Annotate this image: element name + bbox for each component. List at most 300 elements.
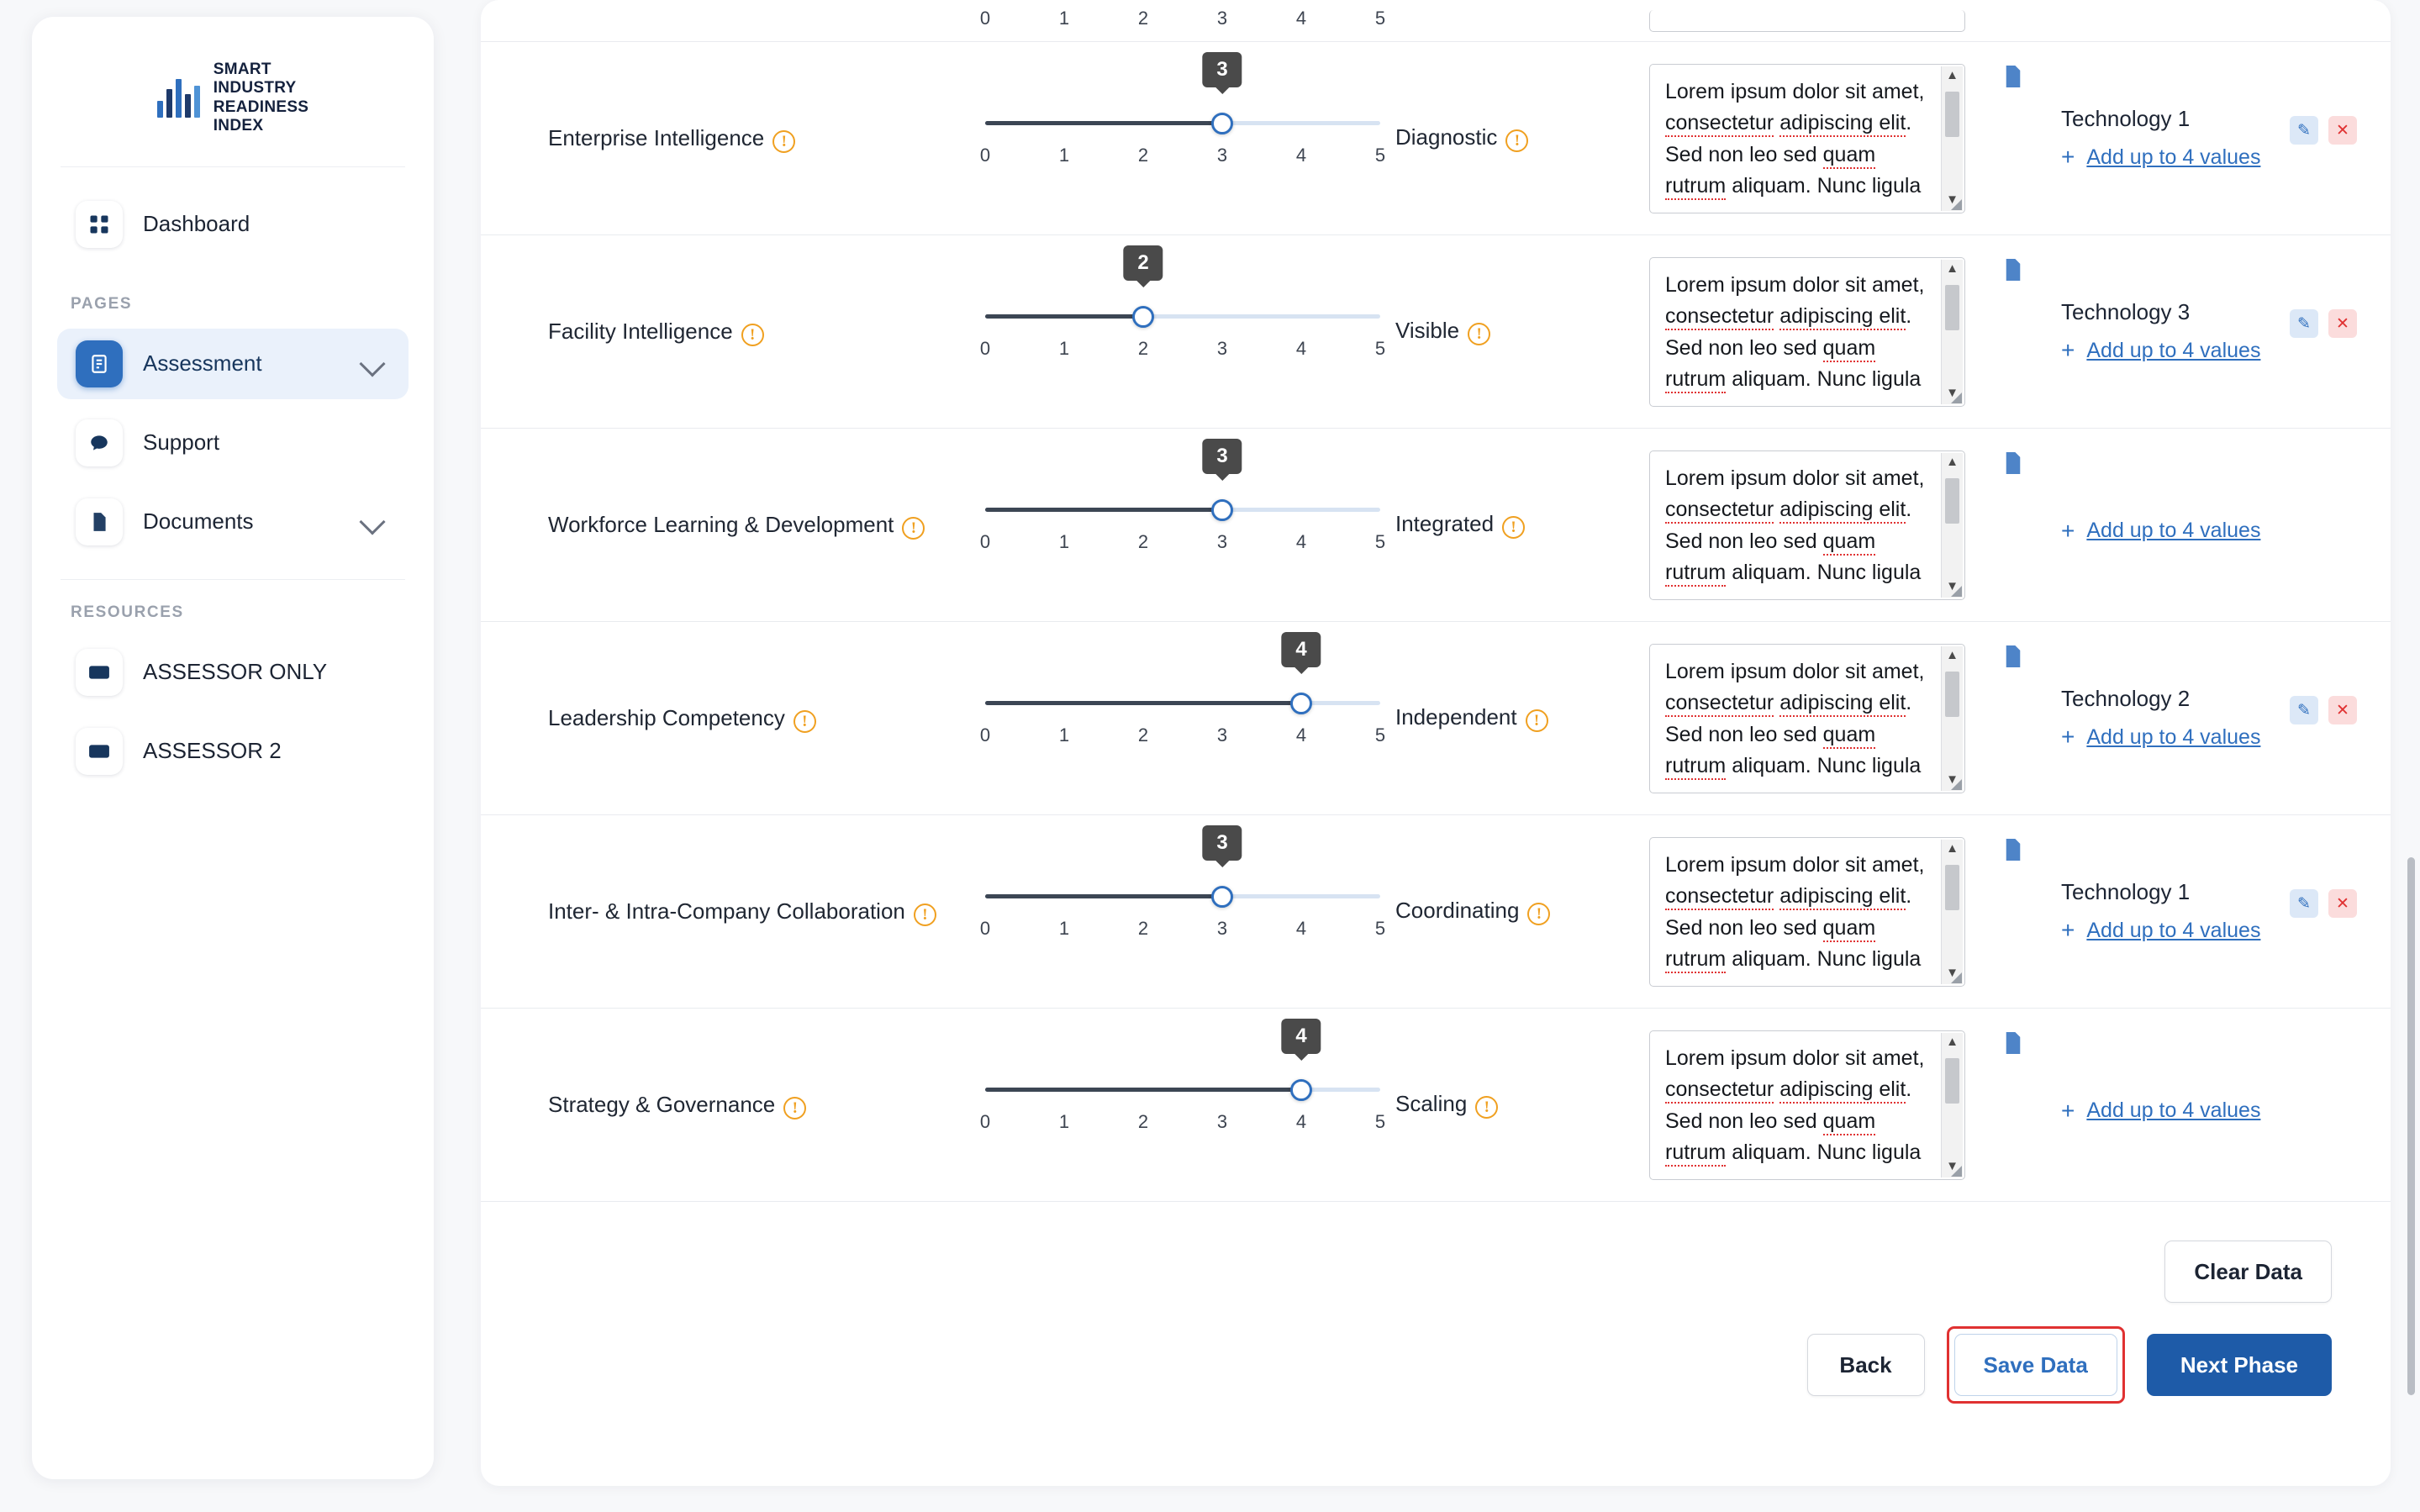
note-line-2b: consectetur [1665, 111, 1774, 137]
tick-0: 0 [979, 337, 991, 359]
slider-ticks-partial [979, 7, 1386, 36]
resources-section-label: RESOURCES [71, 603, 184, 621]
scroll-up-icon[interactable]: ▲ [1946, 455, 1959, 470]
save-data-highlight [1947, 1326, 2125, 1404]
note-line-4d: rutrum [1665, 754, 1726, 780]
technology-cell [2002, 1086, 2357, 1125]
tick-3: 3 [1216, 7, 1228, 29]
tick-0: 0 [979, 7, 991, 29]
sidebar-item-documents[interactable] [57, 487, 409, 557]
add-values-control[interactable] [2061, 518, 2357, 545]
technology-label: Technology 2 [2061, 686, 2191, 711]
scroll-thumb[interactable] [1945, 672, 1959, 717]
tick-0: 0 [979, 144, 991, 166]
nav-dashboard-group [32, 189, 434, 260]
slider[interactable] [985, 298, 1380, 336]
chevron-down-icon-documents[interactable] [359, 508, 385, 535]
scroll-up-icon[interactable]: ▲ [1946, 68, 1959, 83]
dimension-cell [514, 703, 985, 733]
delete-icon[interactable]: ✕ [2328, 696, 2357, 724]
dimension-label: Enterprise Intelligence [548, 124, 765, 150]
slider-ticks [979, 144, 1386, 173]
slider-knob[interactable] [1211, 113, 1233, 134]
note-line-4b: quam [1823, 1109, 1876, 1135]
warning-icon[interactable]: ! [902, 517, 925, 540]
tick-1: 1 [1058, 144, 1070, 166]
note-line-2a: amet, [1871, 466, 1925, 490]
note-line-3b: . Sed non [1665, 691, 1912, 746]
dimension-cell [514, 317, 985, 346]
plus-icon: + [2061, 144, 2075, 170]
note-line-5: aliquam. Nunc ligula [1732, 1141, 1922, 1164]
note-textarea[interactable] [1649, 450, 1965, 600]
sidebar [32, 17, 434, 1479]
slider-track-fill [985, 121, 1222, 125]
technology-cell [2002, 506, 2357, 545]
sidebar-item-support[interactable] [57, 408, 409, 478]
table-row [481, 1009, 2391, 1202]
note-document-icon[interactable] [2004, 259, 2022, 281]
slider-knob[interactable] [1290, 693, 1312, 714]
warning-icon[interactable]: ! [783, 1097, 806, 1120]
sidebar-item-assessor-only[interactable] [57, 637, 409, 708]
note-line-2a: amet, [1871, 852, 1925, 877]
note-cell [1649, 257, 2002, 407]
note-line-3a: adipiscing elit [1779, 1077, 1906, 1104]
slider-cell [979, 830, 1386, 946]
footer-actions [481, 1202, 2391, 1437]
clipboard-icon [76, 340, 123, 387]
slider-track-fill [985, 1088, 1301, 1092]
chevron-down-icon-assessment[interactable] [359, 350, 385, 377]
tick-0: 0 [979, 530, 991, 552]
note-textarea[interactable] [1649, 644, 1965, 793]
note-line-4a: leo sed [1749, 1109, 1823, 1133]
table-row-partial [481, 0, 2391, 42]
tick-4: 4 [1295, 144, 1307, 166]
note-textarea-partial[interactable] [1649, 10, 1965, 32]
save-data-button[interactable]: Save Data [1954, 1334, 2117, 1396]
tick-0: 0 [979, 917, 991, 939]
table-row [481, 429, 2391, 622]
note-line-1: Lorem ipsum dolor sit [1665, 852, 1866, 877]
sidebar-item-label-assessor-2: ASSESSOR 2 [143, 738, 282, 764]
technology-label: Technology 1 [2061, 879, 2191, 904]
tick-5: 5 [1374, 1110, 1386, 1132]
note-document-icon[interactable] [2004, 839, 2022, 861]
logo-bars-icon [157, 79, 200, 118]
note-line-4d: rutrum [1665, 174, 1726, 200]
note-line-4d: rutrum [1665, 947, 1726, 973]
note-line-5: aliquam. Nunc ligula [1732, 367, 1922, 391]
tick-0: 0 [979, 724, 991, 745]
slider-cell [979, 444, 1386, 560]
tick-2: 2 [1137, 1110, 1149, 1132]
slider-value-bubble: 4 [1281, 632, 1321, 667]
technology-cell [2002, 299, 2357, 364]
technology-cell [2002, 106, 2357, 171]
note-line-2a: amet, [1871, 272, 1925, 297]
grid-icon [76, 201, 123, 248]
note-cell [1649, 64, 2002, 213]
brand-logo [61, 17, 405, 167]
add-values-control[interactable] [2061, 724, 2357, 751]
scroll-thumb[interactable] [1945, 92, 1959, 137]
band-label: Visible [1395, 317, 1460, 343]
scroll-thumb[interactable] [1945, 865, 1959, 910]
note-document-icon[interactable] [2004, 66, 2022, 87]
tick-1: 1 [1058, 1110, 1070, 1132]
note-line-3a: adipiscing elit [1779, 304, 1906, 330]
note-line-4a: leo sed [1749, 722, 1823, 746]
scroll-thumb[interactable] [1945, 285, 1959, 330]
note-line-3b: . Sed non [1665, 884, 1912, 940]
slider-knob[interactable] [1290, 1079, 1312, 1101]
scroll-up-icon[interactable]: ▲ [1946, 648, 1959, 663]
note-line-2a: amet, [1871, 659, 1925, 683]
note-textarea[interactable] [1649, 64, 1965, 213]
band-cell [1380, 704, 1649, 732]
note-line-3b: . Sed non [1665, 111, 1912, 166]
delete-icon[interactable]: ✕ [2328, 309, 2357, 338]
logo-line-4: INDEX [213, 117, 264, 135]
note-line-3a: adipiscing elit [1779, 884, 1906, 910]
warning-icon-band[interactable]: ! [1468, 323, 1490, 345]
scroll-down-icon[interactable]: ▼ [1946, 966, 1959, 981]
note-document-icon[interactable] [2004, 645, 2022, 667]
document-icon [76, 498, 123, 545]
note-line-5: aliquam. Nunc ligula [1732, 561, 1922, 584]
scroll-up-icon[interactable]: ▲ [1946, 841, 1959, 856]
slider[interactable] [985, 491, 1380, 529]
tick-2: 2 [1137, 530, 1149, 552]
note-line-4b: quam [1823, 916, 1876, 942]
note-scrollbar[interactable] [1941, 260, 1963, 404]
note-scrollbar[interactable] [1941, 646, 1963, 791]
dimension-cell [514, 510, 985, 540]
add-values-link[interactable]: Add up to 4 values [2086, 918, 2261, 942]
tick-3: 3 [1216, 144, 1228, 166]
tick-3: 3 [1216, 337, 1228, 359]
add-values-control[interactable] [2061, 337, 2357, 364]
add-values-link[interactable]: Add up to 4 values [2086, 1098, 2261, 1122]
slider-track-fill [985, 508, 1222, 512]
slider-ticks [979, 724, 1386, 753]
note-line-4a: leo sed [1749, 529, 1823, 553]
dimension-label: Strategy & Governance [548, 1091, 776, 1117]
note-line-5: aliquam. Nunc ligula [1732, 947, 1922, 971]
warning-icon[interactable]: ! [741, 324, 764, 346]
note-line-2a: amet, [1871, 79, 1925, 103]
tick-2: 2 [1137, 144, 1149, 166]
tick-5: 5 [1374, 144, 1386, 166]
add-values-control[interactable] [2061, 144, 2357, 171]
resize-handle-icon[interactable] [1951, 392, 1962, 403]
note-line-1: Lorem ipsum dolor sit [1665, 272, 1866, 297]
edit-icon[interactable]: ✎ [2290, 116, 2318, 145]
note-line-3a: adipiscing elit [1779, 111, 1906, 137]
slider-knob[interactable] [1211, 499, 1233, 521]
sidebar-divider [61, 579, 405, 580]
note-line-2b: consectetur [1665, 304, 1774, 330]
sidebar-item-assessment[interactable] [57, 329, 409, 399]
card-icon-2 [76, 728, 123, 775]
scroll-down-icon[interactable]: ▼ [1946, 192, 1959, 208]
row-actions [2290, 309, 2357, 338]
tick-2: 2 [1137, 337, 1149, 359]
scroll-down-icon[interactable]: ▼ [1946, 1159, 1959, 1174]
band-label: Diagnostic [1395, 124, 1498, 150]
table-row [481, 42, 2391, 235]
tick-3: 3 [1216, 1110, 1228, 1132]
dimension-label: Workforce Learning & Development [548, 511, 894, 537]
note-line-4a: leo sed [1749, 142, 1823, 166]
note-scrollbar[interactable] [1941, 1033, 1963, 1177]
warning-icon[interactable]: ! [772, 130, 795, 153]
slider-track-fill [985, 894, 1222, 898]
tick-1: 1 [1058, 724, 1070, 745]
note-line-2b: consectetur [1665, 691, 1774, 717]
sidebar-item-label-support: Support [143, 429, 220, 456]
note-document-icon[interactable] [2004, 1032, 2022, 1054]
resize-handle-icon[interactable] [1951, 779, 1962, 790]
plus-icon: + [2061, 337, 2075, 363]
dimension-cell [514, 897, 985, 926]
band-cell [1380, 318, 1649, 345]
slider-value-bubble: 3 [1202, 439, 1242, 474]
next-phase-button[interactable]: Next Phase [2147, 1334, 2332, 1396]
band-label: Independent [1395, 703, 1517, 730]
tick-4: 4 [1295, 7, 1307, 29]
dimension-label: Leadership Competency [548, 704, 785, 730]
warning-icon[interactable]: ! [914, 904, 936, 926]
note-line-1: Lorem ipsum dolor sit [1665, 466, 1866, 490]
pages-section-label: PAGES [71, 294, 133, 313]
slider-value-bubble: 4 [1281, 1019, 1321, 1054]
note-scrollbar[interactable] [1941, 840, 1963, 984]
note-line-1: Lorem ipsum dolor sit [1665, 1046, 1866, 1070]
edit-icon[interactable]: ✎ [2290, 696, 2318, 724]
band-cell [1380, 511, 1649, 539]
slider[interactable] [985, 104, 1380, 143]
note-line-3b: . Sed non [1665, 304, 1912, 360]
back-button[interactable]: Back [1807, 1334, 1925, 1396]
tick-1: 1 [1058, 337, 1070, 359]
add-values-control[interactable] [2061, 1098, 2357, 1125]
warning-icon[interactable]: ! [793, 710, 816, 733]
slider-ticks [979, 530, 1386, 560]
note-line-4a: leo sed [1749, 915, 1823, 940]
tick-1: 1 [1058, 7, 1070, 29]
add-values-link[interactable]: Add up to 4 values [2086, 145, 2261, 169]
note-scrollbar[interactable] [1941, 453, 1963, 598]
note-line-3b: . Sed non [1665, 498, 1912, 553]
tick-5: 5 [1374, 337, 1386, 359]
edit-icon[interactable]: ✎ [2290, 309, 2318, 338]
clear-data-button[interactable]: Clear Data [2164, 1241, 2332, 1303]
band-label: Integrated [1395, 510, 1495, 536]
add-values-control[interactable] [2061, 917, 2357, 944]
edit-icon[interactable]: ✎ [2290, 889, 2318, 918]
slider-ticks [979, 917, 1386, 946]
dimension-label: Inter- & Intra-Company Collaboration [548, 898, 905, 924]
delete-icon[interactable]: ✕ [2328, 116, 2357, 145]
note-line-1: Lorem ipsum dolor sit [1665, 79, 1866, 103]
resize-handle-icon[interactable] [1951, 586, 1962, 597]
plus-icon: + [2061, 917, 2075, 943]
add-values-link[interactable]: Add up to 4 values [2086, 338, 2261, 362]
slider-cell [979, 637, 1386, 753]
band-label: Scaling [1395, 1090, 1468, 1116]
technology-label: Technology 3 [2061, 299, 2191, 324]
card-icon [76, 649, 123, 696]
note-textarea[interactable] [1649, 1030, 1965, 1180]
note-textarea[interactable] [1649, 837, 1965, 987]
note-scrollbar[interactable] [1941, 66, 1963, 211]
note-cell [1649, 644, 2002, 793]
assessment-table-panel [481, 0, 2391, 1486]
resources-section [32, 603, 434, 787]
note-line-5: aliquam. Nunc ligula [1732, 174, 1922, 198]
technology-cell [2002, 879, 2357, 944]
warning-icon-band[interactable]: ! [1475, 1096, 1498, 1119]
tick-1: 1 [1058, 917, 1070, 939]
scroll-up-icon[interactable]: ▲ [1946, 1035, 1959, 1050]
page-scrollbar[interactable] [2407, 857, 2415, 1395]
note-textarea[interactable] [1649, 257, 1965, 407]
band-cell [1380, 124, 1649, 152]
scroll-thumb[interactable] [1945, 478, 1959, 524]
note-line-4d: rutrum [1665, 561, 1726, 587]
tick-5: 5 [1374, 530, 1386, 552]
slider-value-bubble: 3 [1202, 52, 1242, 87]
scroll-down-icon[interactable]: ▼ [1946, 386, 1959, 401]
sidebar-item-label-assessor-only: ASSESSOR ONLY [143, 659, 328, 685]
row-actions [2290, 889, 2357, 918]
resize-handle-icon[interactable] [1951, 1166, 1962, 1177]
tick-2: 2 [1137, 724, 1149, 745]
table-row [481, 622, 2391, 815]
tick-3: 3 [1216, 530, 1228, 552]
resize-handle-icon[interactable] [1951, 972, 1962, 983]
sidebar-item-dashboard[interactable] [57, 189, 409, 260]
sidebar-item-label-assessment: Assessment [143, 350, 262, 377]
slider-value-bubble: 2 [1123, 245, 1163, 281]
logo-line-3: READINESS [213, 97, 309, 116]
row-actions [2290, 696, 2357, 724]
add-values-link[interactable]: Add up to 4 values [2086, 519, 2261, 542]
note-cell [1649, 1030, 2002, 1180]
slider-knob[interactable] [1132, 306, 1154, 328]
note-line-4d: rutrum [1665, 1141, 1726, 1167]
plus-icon: + [2061, 724, 2075, 750]
tick-3: 3 [1216, 724, 1228, 745]
note-line-3b: . Sed non [1665, 1077, 1912, 1133]
tick-4: 4 [1295, 530, 1307, 552]
sidebar-item-label-documents: Documents [143, 508, 254, 535]
slider-track-fill [985, 701, 1301, 705]
dimension-cell [514, 1090, 985, 1120]
pages-section [32, 295, 434, 557]
slider-cell [979, 1024, 1386, 1140]
tick-5: 5 [1374, 917, 1386, 939]
plus-icon: + [2061, 517, 2075, 544]
tick-3: 3 [1216, 917, 1228, 939]
slider-track-fill [985, 314, 1143, 319]
table-row [481, 235, 2391, 429]
tick-4: 4 [1295, 724, 1307, 745]
slider-ticks [979, 337, 1386, 366]
tick-1: 1 [1058, 530, 1070, 552]
band-cell [1380, 898, 1649, 925]
logo-line-2: INDUSTRY [213, 79, 297, 97]
note-cell [1649, 837, 2002, 987]
tick-5: 5 [1374, 724, 1386, 745]
tick-2: 2 [1137, 917, 1149, 939]
tick-4: 4 [1295, 917, 1307, 939]
plus-icon: + [2061, 1097, 2075, 1124]
note-cell [1649, 450, 2002, 600]
technology-cell [2002, 686, 2357, 751]
scroll-down-icon[interactable]: ▼ [1946, 772, 1959, 788]
note-line-3a: adipiscing elit [1779, 498, 1906, 524]
delete-icon[interactable]: ✕ [2328, 889, 2357, 918]
scroll-up-icon[interactable]: ▲ [1946, 261, 1959, 277]
note-line-4b: quam [1823, 723, 1876, 749]
note-line-5: aliquam. Nunc ligula [1732, 754, 1922, 777]
note-line-2a: amet, [1871, 1046, 1925, 1070]
warning-icon-band[interactable]: ! [1502, 516, 1525, 539]
slider-ticks [979, 1110, 1386, 1140]
warning-icon-band[interactable]: ! [1526, 709, 1548, 732]
technology-label: Technology 1 [2061, 106, 2191, 131]
tick-4: 4 [1295, 1110, 1307, 1132]
dimension-label: Facility Intelligence [548, 318, 733, 344]
warning-icon-band[interactable]: ! [1505, 129, 1528, 152]
dimension-cell [514, 124, 985, 153]
note-document-icon[interactable] [2004, 452, 2022, 474]
scroll-down-icon[interactable]: ▼ [1946, 579, 1959, 594]
note-line-3a: adipiscing elit [1779, 691, 1906, 717]
note-line-2b: consectetur [1665, 498, 1774, 524]
note-line-4b: quam [1823, 336, 1876, 362]
warning-icon-band[interactable]: ! [1527, 903, 1550, 925]
slider-value-bubble: 3 [1202, 825, 1242, 861]
resize-handle-icon[interactable] [1951, 199, 1962, 210]
row-actions [2290, 116, 2357, 145]
sidebar-item-assessor-2[interactable] [57, 716, 409, 787]
scroll-thumb[interactable] [1945, 1058, 1959, 1104]
slider[interactable] [985, 877, 1380, 916]
note-line-2b: consectetur [1665, 1077, 1774, 1104]
slider[interactable] [985, 1071, 1380, 1109]
sidebar-item-label-dashboard: Dashboard [143, 211, 250, 237]
slider-knob[interactable] [1211, 886, 1233, 908]
tick-2: 2 [1137, 7, 1149, 29]
logo-line-1: SMART [213, 61, 272, 78]
band-label: Coordinating [1395, 897, 1520, 923]
tick-4: 4 [1295, 337, 1307, 359]
logo-text [214, 61, 309, 136]
note-line-4a: leo sed [1749, 335, 1823, 360]
tick-0: 0 [979, 1110, 991, 1132]
note-line-2b: consectetur [1665, 884, 1774, 910]
note-line-4b: quam [1823, 143, 1876, 169]
table-row [481, 815, 2391, 1009]
chat-icon [76, 419, 123, 466]
add-values-link[interactable]: Add up to 4 values [2086, 724, 2261, 749]
slider[interactable] [985, 684, 1380, 723]
